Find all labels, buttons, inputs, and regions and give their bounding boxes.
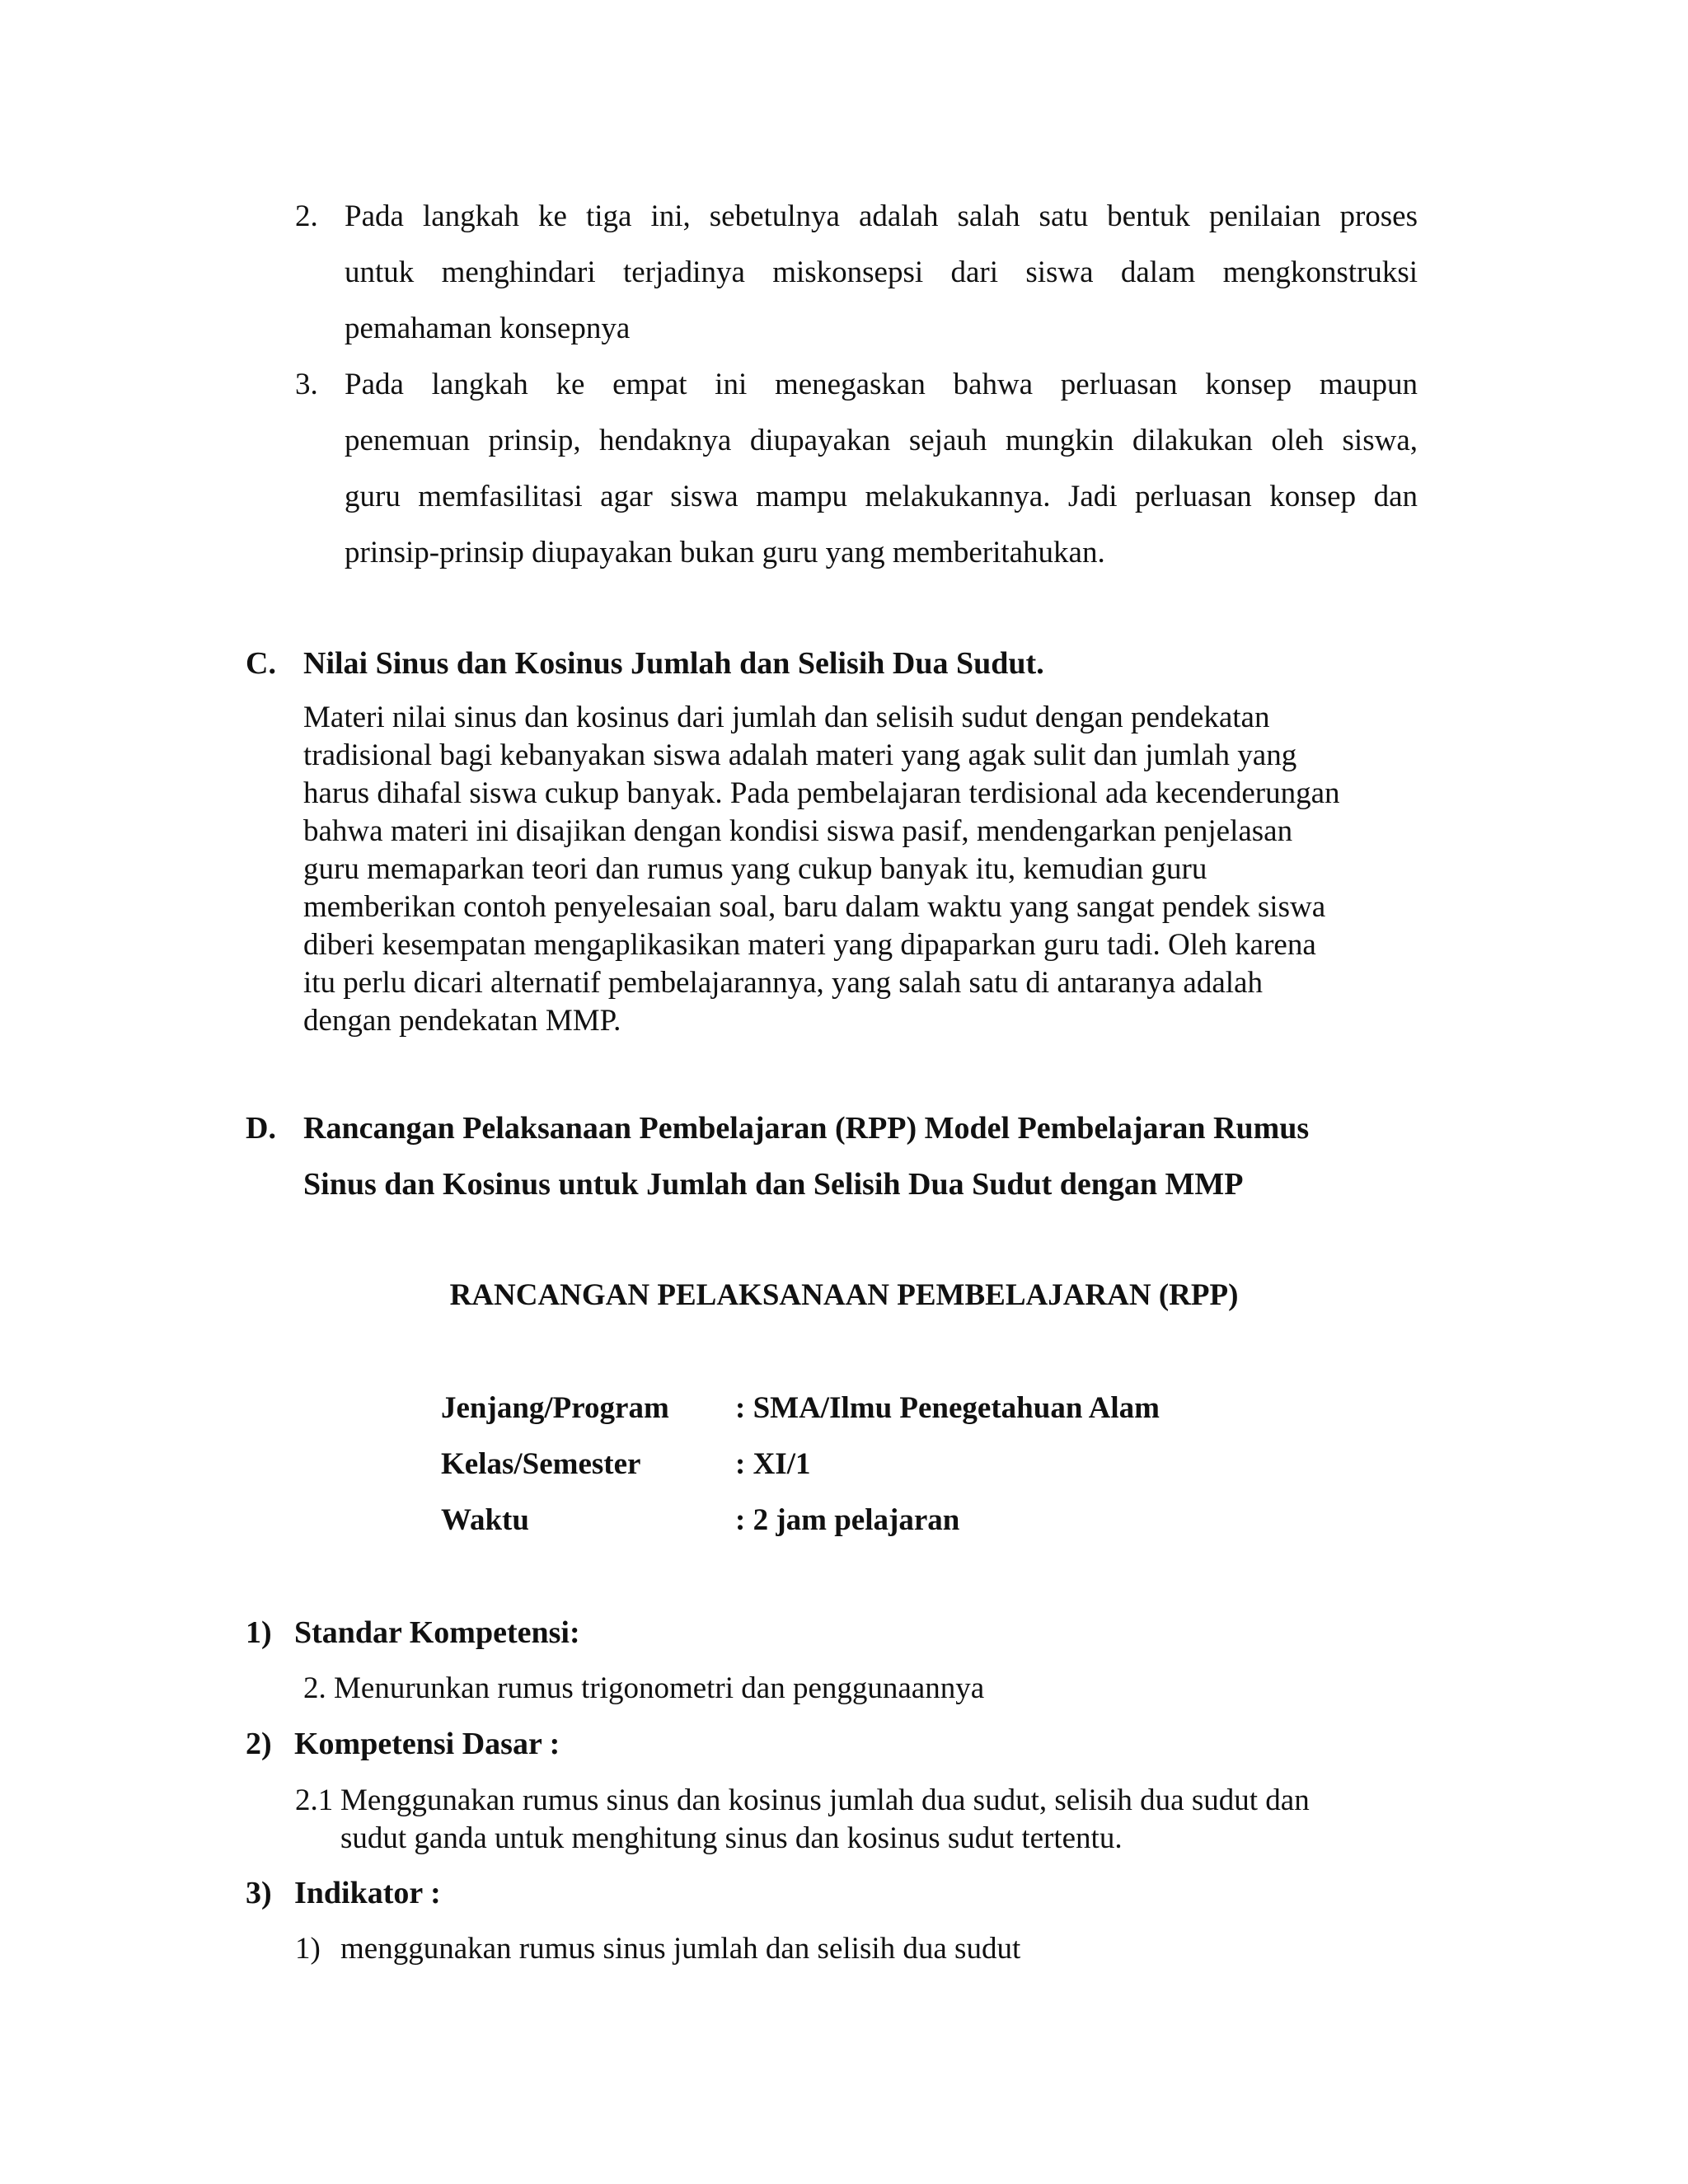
info-value: : 2 jam pelajaran xyxy=(735,1503,960,1537)
list-item-line: Pada langkah ke empat ini menegaskan bahwa perluasan konsep maupun xyxy=(345,368,1418,401)
subsection-heading: Indikator : xyxy=(294,1876,441,1910)
paragraph-line: bahwa materi ini disajikan dengan kondisi siswa pasif, mendengarkan penjelasan xyxy=(303,814,1293,848)
paragraph-line: dengan pendekatan MMP. xyxy=(303,1004,621,1038)
section-letter: D. xyxy=(246,1111,276,1146)
subsection-heading: Standar Kompetensi: xyxy=(294,1615,580,1650)
section-heading: Nilai Sinus dan Kosinus Jumlah dan Selisih Dua Sudut. xyxy=(303,646,1044,681)
paragraph-line: harus dihafal siswa cukup banyak. Pada pembelajaran terdisional ada kecenderungan xyxy=(303,776,1340,810)
section-heading: Sinus dan Kosinus untuk Jumlah dan Selisih Dua Sudut dengan MMP xyxy=(303,1167,1244,1202)
item-number: 1) xyxy=(295,1932,321,1966)
list-number: 3. xyxy=(295,368,318,401)
info-label: Waktu xyxy=(441,1503,529,1537)
paragraph-line: guru memaparkan teori dan rumus yang cukup banyak itu, kemudian guru xyxy=(303,852,1207,886)
paragraph-line: itu perlu dicari alternatif pembelajarannya, yang salah satu di antaranya adalah xyxy=(303,966,1263,1000)
subsection-item: 2. Menurunkan rumus trigonometri dan penggunaannya xyxy=(303,1671,985,1705)
section-heading: Rancangan Pelaksanaan Pembelajaran (RPP) Model Pembelajaran Rumus xyxy=(303,1111,1310,1146)
list-item-line: prinsip-prinsip diupayakan bukan guru yang memberitahukan. xyxy=(345,536,1105,569)
section-letter: C. xyxy=(246,646,276,681)
paragraph-line: diberi kesempatan mengaplikasikan materi yang dipaparkan guru tadi. Oleh karena xyxy=(303,928,1316,962)
info-label: Jenjang/Program xyxy=(441,1391,669,1425)
info-label: Kelas/Semester xyxy=(441,1447,641,1481)
subsection-item-line: sudut ganda untuk menghitung sinus dan kosinus sudut tertentu. xyxy=(340,1821,1123,1855)
list-number: 2. xyxy=(295,199,318,233)
subsection-number: 3) xyxy=(246,1876,272,1910)
subsection-number: 1) xyxy=(246,1615,272,1650)
indikator-item: menggunakan rumus sinus jumlah dan selisih dua sudut xyxy=(340,1932,1021,1966)
info-value: : XI/1 xyxy=(735,1447,811,1481)
paragraph-line: Materi nilai sinus dan kosinus dari jumlah dan selisih sudut dengan pendekatan xyxy=(303,701,1270,734)
paragraph-line: memberikan contoh penyelesaian soal, baru dalam waktu yang sangat pendek siswa xyxy=(303,890,1326,924)
paragraph-line: tradisional bagi kebanyakan siswa adalah materi yang agak sulit dan jumlah yang xyxy=(303,738,1297,772)
list-item-line: pemahaman konsepnya xyxy=(345,312,631,345)
rpp-title: RANCANGAN PELAKSANAAN PEMBELAJARAN (RPP) xyxy=(449,1278,1239,1312)
info-value: : SMA/Ilmu Penegetahuan Alam xyxy=(735,1391,1160,1425)
list-item-line: untuk menghindari terjadinya miskonsepsi dari siswa dalam mengkonstruksi xyxy=(345,255,1418,289)
section-paragraph xyxy=(303,699,1340,1040)
subsection-number: 2) xyxy=(246,1727,272,1761)
subsection-heading: Kompetensi Dasar : xyxy=(294,1727,560,1761)
subsection-item-line: Menggunakan rumus sinus dan kosinus jumlah dua sudut, selisih dua sudut dan xyxy=(340,1783,1310,1817)
list-item-line: Pada langkah ke tiga ini, sebetulnya adalah salah satu bentuk penilaian proses xyxy=(345,199,1418,233)
list-item-line: guru memfasilitasi agar siswa mampu melakukannya. Jadi perluasan konsep dan xyxy=(345,480,1418,513)
item-number: 2.1 xyxy=(295,1783,334,1817)
list-item-line: penemuan prinsip, hendaknya diupayakan sejauh mungkin dilakukan oleh siswa, xyxy=(345,424,1418,457)
